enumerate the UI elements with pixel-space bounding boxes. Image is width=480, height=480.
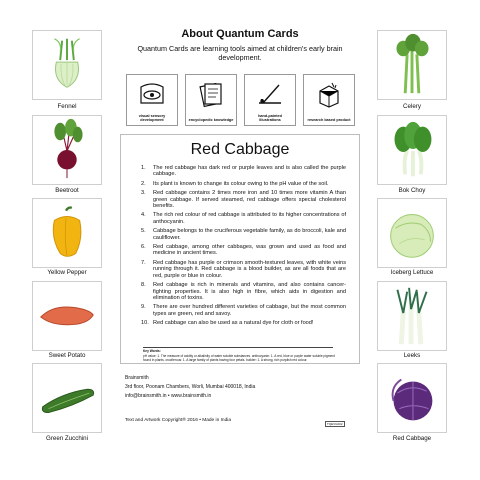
- bok-choy-icon: [378, 116, 446, 184]
- fennel-icon: [33, 31, 101, 99]
- card-label: Yellow Pepper: [47, 269, 87, 276]
- card-label: Fennel: [57, 103, 77, 110]
- product-code: TQEVG002: [327, 422, 343, 426]
- fact-item: 8. Red cabbage is rich in minerals and vitamins, and also contains cancer-fighting properties. It is also high in fibre, which aids in digestion and elimination of toxins.: [141, 282, 346, 301]
- card-label: Bok Choy: [398, 187, 426, 194]
- badge-label: encyclopedic knowledge: [188, 117, 234, 122]
- card-green-zucchini[interactable]: [32, 363, 102, 433]
- card-fennel[interactable]: [32, 30, 102, 100]
- fact-item: 6. Red cabbage, among other cabbages, was grown and used as food and medicine in ancient times.: [141, 244, 346, 257]
- card-beetroot[interactable]: [32, 115, 102, 185]
- card-iceberg-lettuce[interactable]: [377, 198, 447, 268]
- badge-label: research based product: [307, 117, 351, 122]
- card-label: Beetroot: [55, 187, 79, 194]
- card-yellow-pepper[interactable]: [32, 198, 102, 268]
- fact-item: 5. Cabbage belongs to the cruciferous vegetable family, as do broccoli, kale and cauliflower.: [141, 228, 346, 241]
- copyright-text: Text and Artwork Copyright® 2016 • Made in India: [125, 418, 232, 423]
- card-sweet-potato[interactable]: [32, 281, 102, 351]
- sweet-potato-icon: [33, 282, 101, 350]
- fact-item: 2. Its plant is known to change its colour owing to the pH value of the soil.: [141, 180, 329, 187]
- publisher-name: Brainsmith: [125, 375, 149, 381]
- keywords-text: pH value: 1. The measure of acidity or alkalinity of water soluble substances. anthocyanin: 1. A red, blue or purple water soluble pigment found in plants. cruciferous: 1. A large family of plants having four petals. builder: 1. A strong, rich purplish red colour.: [143, 353, 335, 362]
- publisher-address: 3rd floor, Poonam Chambers, Worli, Mumbai 400018, India: [125, 384, 256, 390]
- main-title: Red Cabbage: [190, 141, 290, 158]
- card-label: Red Cabbage: [392, 435, 432, 442]
- publisher-contact: info@brainsmith.in • www.brainsmith.in: [125, 393, 212, 399]
- research-box-icon: [314, 79, 344, 109]
- card-label: Sweet Potato: [48, 352, 86, 359]
- fact-item: 1. The red cabbage has dark red or purple leaves and is also called the purple cabbage.: [141, 165, 346, 178]
- fact-item: 9. There are over hundred different varieties of cabbage, but the most common types are green, red and savoy.: [141, 304, 346, 317]
- card-red-cabbage[interactable]: [377, 363, 447, 433]
- leeks-icon: [378, 282, 446, 350]
- zucchini-icon: [33, 364, 101, 432]
- main-card: [120, 134, 360, 364]
- iceberg-lettuce-icon: [378, 199, 446, 267]
- books-icon: [196, 79, 226, 109]
- keywords-section: [143, 350, 338, 362]
- badge-label: hand-painted illustrations: [258, 113, 282, 122]
- badge-label: visual sensory development: [138, 113, 166, 122]
- fact-item: 4. The rich red colour of red cabbage is attributed to its higher concentrations of anthocyanin.: [141, 212, 346, 225]
- badge-visual-sensory: [126, 74, 178, 126]
- badge-encyclopedic: [185, 74, 237, 126]
- card-label: Celery: [403, 103, 421, 110]
- publisher-info: [125, 374, 345, 401]
- paintbrush-icon: [255, 79, 285, 109]
- fact-item: 3. Red cabbage contains 2 times more iron and 10 times more vitamin A than green cabbage. If served steamed, red cabbage offers special cholesterol benefits.: [141, 190, 346, 210]
- celery-icon: [378, 31, 446, 99]
- card-label: Iceberg Lettuce: [390, 269, 434, 276]
- badge-hand-painted: [244, 74, 296, 126]
- beetroot-icon: [33, 116, 101, 184]
- fact-item: 10. Red cabbage can also be used as a natural dye for cloth or food!: [141, 320, 314, 327]
- yellow-pepper-icon: [33, 199, 101, 267]
- page-title: About Quantum Cards: [181, 28, 299, 40]
- keywords-title: Key Words:: [143, 349, 161, 353]
- card-label: Leeks: [403, 352, 421, 359]
- eye-brain-icon: [137, 79, 167, 109]
- keywords-divider: [143, 347, 333, 348]
- card-celery[interactable]: [377, 30, 447, 100]
- card-label: Green Zucchini: [46, 435, 88, 442]
- badge-research-based: [303, 74, 355, 126]
- red-cabbage-icon: [378, 364, 446, 432]
- facts-list: [141, 165, 346, 330]
- card-bok-choy[interactable]: [377, 115, 447, 185]
- header-description: Quantum Cards are learning tools aimed at children's early brain development.: [137, 44, 343, 62]
- fact-item: 7. Red cabbage has purple or crimson smooth-textured leaves, with white veins running through it. Red cabbage is a blood builder, as are all foods that are red, purple or blue in colour.: [141, 259, 346, 279]
- card-leeks[interactable]: [377, 281, 447, 351]
